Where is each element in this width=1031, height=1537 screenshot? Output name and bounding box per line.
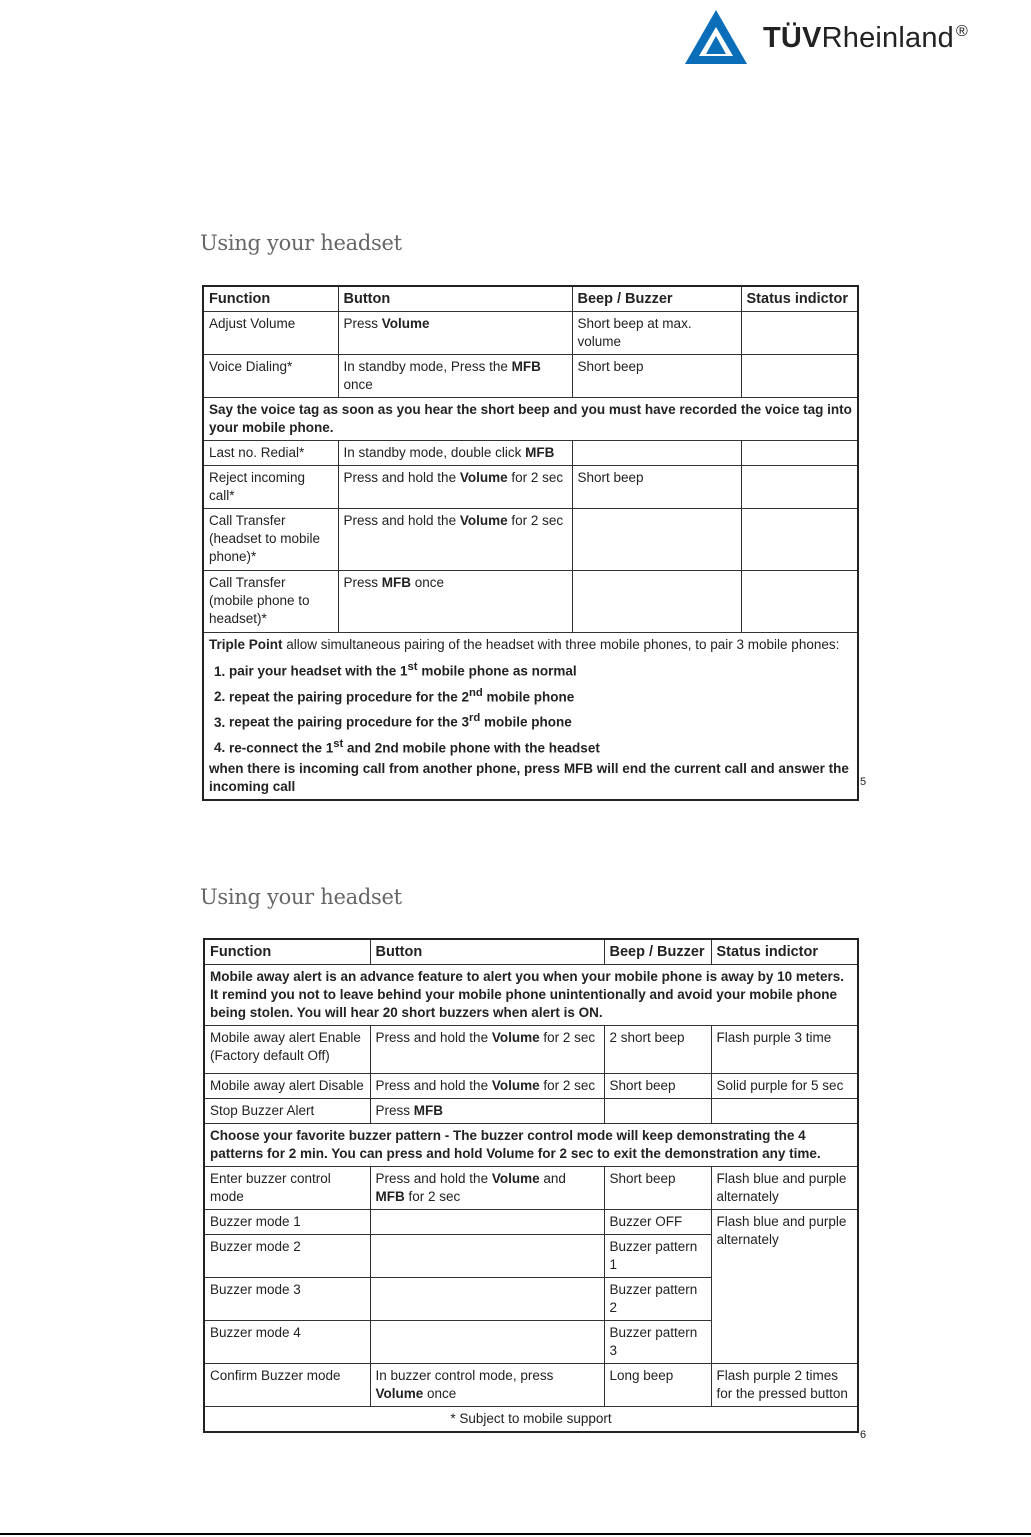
cell-button: Press MFB <box>370 1099 604 1124</box>
cell-beep: Buzzer pattern 2 <box>604 1278 711 1321</box>
table-row <box>203 509 858 571</box>
cell-button: In buzzer control mode, press Volume once <box>370 1364 604 1407</box>
cell-button <box>370 1210 604 1235</box>
table-row <box>204 1364 858 1407</box>
cell-button: Press MFB once <box>338 571 572 633</box>
cell-status: Solid purple for 5 sec <box>711 1074 858 1099</box>
pairing-steps <box>209 658 852 757</box>
cell-function: Buzzer mode 4 <box>204 1321 370 1364</box>
cell-beep <box>604 1099 711 1124</box>
cell-button <box>370 1321 604 1364</box>
page6-table <box>203 938 859 1433</box>
cell-function: Mobile away alert Enable (Factory default Off) <box>204 1026 370 1074</box>
cell-status <box>711 1099 858 1124</box>
cell-button: Press and hold the Volume for 2 sec <box>338 466 572 509</box>
cell-beep: 2 short beep <box>604 1026 711 1074</box>
table-row <box>203 355 858 398</box>
cell-status: Flash purple 2 times for the pressed button <box>711 1364 858 1407</box>
bottom-divider <box>0 1533 1031 1535</box>
header-button: Button <box>370 939 604 965</box>
cell-button <box>370 1278 604 1321</box>
cell-status: Flash blue and purple alternately <box>711 1210 858 1364</box>
table-row <box>204 1074 858 1099</box>
footnote-row <box>204 1407 858 1433</box>
cell-beep: Buzzer pattern 1 <box>604 1235 711 1278</box>
table-row <box>204 1026 858 1074</box>
cell-beep: Short beep <box>604 1074 711 1099</box>
cell-button: Press and hold the Volume for 2 sec <box>370 1074 604 1099</box>
voice-tag-note: Say the voice tag as soon as you hear the short beep and you must have recorded the voice tag into your mobile phone. <box>203 398 858 441</box>
cell-button: Press and hold the Volume for 2 sec <box>338 509 572 571</box>
cell-beep: Short beep <box>604 1167 711 1210</box>
cell-beep <box>572 571 741 633</box>
header-function: Function <box>204 939 370 965</box>
cell-button: In standby mode, Press the MFB once <box>338 355 572 398</box>
cell-beep: Buzzer pattern 3 <box>604 1321 711 1364</box>
tuv-triangle-icon <box>683 8 749 66</box>
header-beep: Beep / Buzzer <box>572 286 741 312</box>
cell-status <box>741 571 858 633</box>
cell-status <box>741 355 858 398</box>
header-beep: Beep / Buzzer <box>604 939 711 965</box>
cell-button: In standby mode, double click MFB <box>338 441 572 466</box>
logo-wordmark: TÜVRheinland ® <box>763 21 969 54</box>
note-row <box>204 965 858 1026</box>
cell-status: Flash purple 3 time <box>711 1026 858 1074</box>
cell-status <box>741 509 858 571</box>
cell-beep <box>572 509 741 571</box>
cell-function: Call Transfer (mobile phone to headset)* <box>203 571 338 633</box>
note-row <box>203 633 858 801</box>
cell-beep: Short beep <box>572 355 741 398</box>
cell-function: Buzzer mode 2 <box>204 1235 370 1278</box>
cell-function: Buzzer mode 1 <box>204 1210 370 1235</box>
header-button: Button <box>338 286 572 312</box>
header-status: Status indictor <box>711 939 858 965</box>
cell-beep: Short beep at max. volume <box>572 312 741 355</box>
table-header-row <box>204 939 858 965</box>
page5-table <box>202 285 859 801</box>
cell-beep: Short beep <box>572 466 741 509</box>
cell-button: Press and hold the Volume and MFB for 2 sec <box>370 1167 604 1210</box>
page6-heading: Using your headset <box>200 885 402 909</box>
cell-function: Voice Dialing* <box>203 355 338 398</box>
page-number: 5 <box>860 776 867 788</box>
header-function: Function <box>203 286 338 312</box>
cell-button: Press and hold the Volume for 2 sec <box>370 1026 604 1074</box>
cell-button <box>370 1235 604 1278</box>
buzzer-pattern-note: Choose your favorite buzzer pattern - The buzzer control mode will keep demonstrating the 4 patterns for 2 min. You can press and hold Volume for 2 sec to exit the demonstration any time. <box>204 1124 858 1167</box>
cell-function: Reject incoming call* <box>203 466 338 509</box>
cell-status: Flash blue and purple alternately <box>711 1167 858 1210</box>
pairing-step: 2. repeat the pairing procedure for the 2nd mobile phone <box>229 684 852 707</box>
mobile-away-note: Mobile away alert is an advance feature to alert you when your mobile phone is away by 10 meters. It remind you not to leave behind your mobile phone unintentionally and avoid your mobile phone being stolen. You will hear 20 short buzzers when alert is ON. <box>204 965 858 1026</box>
cell-status <box>741 466 858 509</box>
cell-beep <box>572 441 741 466</box>
cell-function: Confirm Buzzer mode <box>204 1364 370 1407</box>
cell-function: Buzzer mode 3 <box>204 1278 370 1321</box>
table-row <box>204 1167 858 1210</box>
table-row <box>203 312 858 355</box>
table-row <box>203 441 858 466</box>
tuv-rheinland-logo <box>683 8 968 66</box>
table-row <box>204 1099 858 1124</box>
cell-function: Last no. Redial* <box>203 441 338 466</box>
pairing-step: 1. pair your headset with the 1st mobile phone as normal <box>229 658 852 681</box>
mobile-support-footnote: * Subject to mobile support <box>204 1407 858 1433</box>
pairing-step: 4. re-connect the 1st and 2nd mobile phone with the headset <box>229 735 852 758</box>
triple-point-note <box>203 633 858 801</box>
triple-point-intro: Triple Point allow simultaneous pairing of the headset with three mobile phones, to pair 3 mobile phones: <box>209 637 840 652</box>
cell-button: Press Volume <box>338 312 572 355</box>
table-row <box>203 571 858 633</box>
table-header-row <box>203 286 858 312</box>
page-number: 6 <box>860 1429 867 1441</box>
header-status: Status indictor <box>741 286 858 312</box>
table-row <box>203 466 858 509</box>
cell-function: Call Transfer (headset to mobile phone)* <box>203 509 338 571</box>
incoming-call-note: when there is incoming call from another phone, press MFB will end the current call and answer the incoming call <box>209 761 849 794</box>
table-row <box>204 1210 858 1235</box>
cell-function: Mobile away alert Disable <box>204 1074 370 1099</box>
cell-beep: Long beep <box>604 1364 711 1407</box>
note-row <box>204 1124 858 1167</box>
cell-beep: Buzzer OFF <box>604 1210 711 1235</box>
pairing-step: 3. repeat the pairing procedure for the 3rd mobile phone <box>229 709 852 732</box>
cell-function: Enter buzzer control mode <box>204 1167 370 1210</box>
cell-status <box>741 312 858 355</box>
cell-function: Stop Buzzer Alert <box>204 1099 370 1124</box>
cell-status <box>741 441 858 466</box>
cell-function: Adjust Volume <box>203 312 338 355</box>
page5-heading: Using your headset <box>200 231 402 255</box>
note-row <box>203 398 858 441</box>
